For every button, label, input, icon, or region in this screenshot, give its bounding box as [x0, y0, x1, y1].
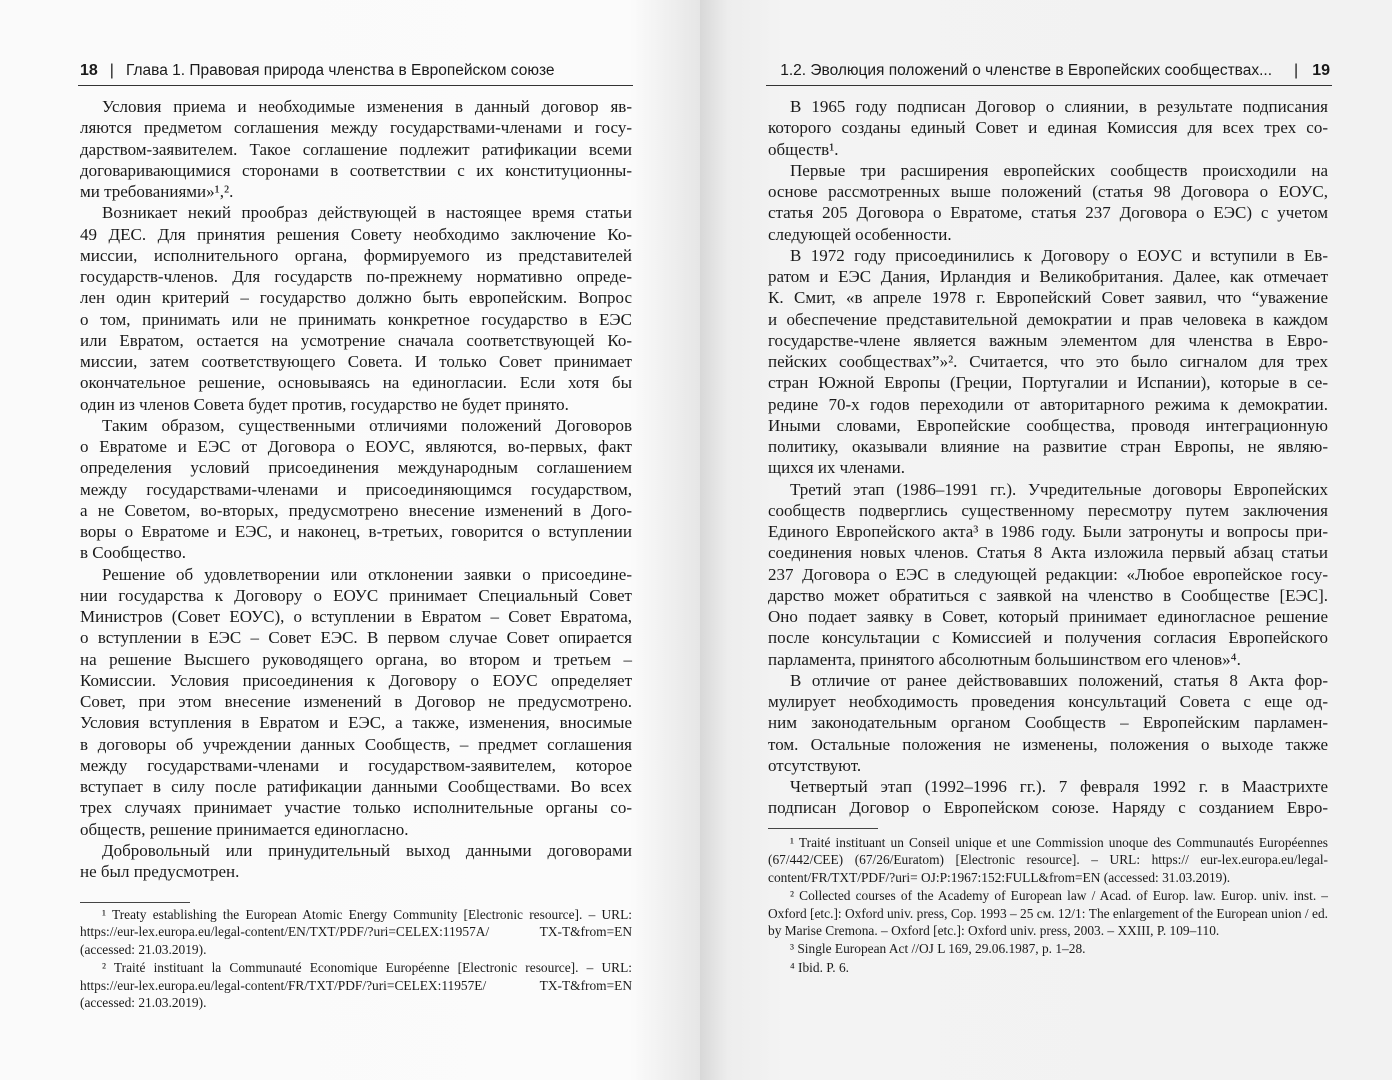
text-line: мулирует необходимость проведения консультаций Совета с еще од-: [768, 692, 1328, 711]
text-line: Комиссии. Условия присоединения к Договору о ЕОУС определяет: [80, 670, 632, 690]
text-line: ляются предметом соглашения между государствами-членами и госу-: [80, 118, 632, 138]
body-text: [80, 96, 632, 882]
text-line: В 1972 году присоединились к Договору о ЕОУС и вступили в Ев-: [790, 245, 1328, 265]
header-rule: [766, 85, 1332, 86]
text-line: о Евратоме и ЕЭС от Договора о ЕОУС, являются, во-первых, факт: [80, 437, 632, 456]
text-line: миссии, исполнительного органа, формируемого из представителей: [80, 245, 632, 265]
footnote: ² Traité instituant la Communauté Economique Européenne [Electronic resource]. – URL: https://eur-lex.europa.eu/legal-content/FR/TXT/PDF/?uri=CELEX:11957E/ TX-T&from=EN (accessed: 21.03.2019).: [80, 960, 632, 1011]
paragraph: [80, 564, 632, 840]
text-line: или Евратом, остается на усмотрение сначала соответствующей Ко-: [80, 330, 632, 350]
text-line: том. Остальные положения не изменены, положения о выходе также: [768, 734, 1328, 754]
text-line: между государствами-членами и государством-заявителем, которое: [80, 755, 632, 775]
text-line: отсутствуют.: [768, 755, 862, 775]
footnote: ¹ Traité instituant un Conseil unique et une Commission unoque des Communautés Européennes (67/442/CEE) (67/26/Euratom) [Electronic resource]. – URL: https:// eur-lex.europa.eu/legal-content/FR/TXT/PDF/?uri= OJ:P:1967:152:FULL&from=EN (accessed: 31.03.2019).: [768, 835, 1328, 885]
paragraph: [768, 670, 1328, 776]
text-line: государстве-члене является важным элементом для членства в Евро-: [768, 330, 1328, 350]
running-head-title: 1.2. Эволюция положений о членстве в Европейских сообществах...: [780, 62, 1273, 79]
text-line: соединения новых членов. Статья 8 Акта изложила первый абзац статьи: [768, 543, 1328, 563]
text-line: редине 70-х годов переходили от авторитарного режима к демократии.: [768, 394, 1328, 414]
text-line: Первые три расширения европейских сообществ происходили на: [790, 160, 1328, 180]
page-number: 18: [80, 62, 98, 79]
text-line: ратом и ЕЭС Дания, Ирландия и Великобритания. Далее, как отмечает: [768, 267, 1328, 286]
paragraph: [80, 415, 632, 564]
text-line: Условия приема и необходимые изменения в данный договор яв-: [102, 97, 632, 116]
header-rule: [78, 85, 633, 86]
text-line: щихся их членами.: [768, 458, 905, 478]
text-line: в договоры об учреждении данных Сообществ, – предмет соглашения: [80, 734, 632, 754]
text-line: миссии, затем соответствующего Совета. И только Совет принимает: [80, 352, 632, 371]
text-line: трех случаях принимает участие только исполнительные органы со-: [80, 798, 632, 818]
running-header: [780, 62, 1330, 80]
text-line: Иными словами, Европейские сообщества, проводя интеграционную: [768, 415, 1328, 435]
text-line: ним законодательным органом Сообществ – Европейским парламен-: [768, 713, 1328, 733]
body-text: [768, 96, 1328, 819]
paragraph: [768, 96, 1328, 160]
text-line: В 1965 году подписан Договор о слиянии, в результате подписания: [790, 97, 1328, 116]
text-line: Условия вступления в Евратом и ЕЭС, а также, изменения, вносимые: [80, 713, 632, 733]
paragraph: [80, 96, 632, 202]
text-line: подписан Договор о Европейском союзе. Наряду с созданием Евро-: [768, 798, 1328, 818]
text-line: государств-членов. Для государств по-прежнему нормативно опреде-: [80, 267, 632, 286]
text-line: 49 ДЕС. Для принятия решения Совету необходимо заключение Ко-: [80, 224, 632, 244]
text-line: Решение об удовлетворении или отклонении заявки о присоедине-: [102, 564, 632, 584]
text-line: следующей особенности.: [768, 224, 952, 244]
text-line: Совет, при этом внесение изменений в Договор не предусмотрено.: [80, 692, 632, 711]
paragraph: [768, 479, 1328, 670]
text-line: между государствами-членами и присоединяющимся государством,: [80, 479, 632, 499]
text-line: окончательное решение, основываясь на единогласии. Если хотя бы: [80, 373, 632, 393]
footnote-separator: [80, 902, 190, 903]
text-line: определения условий присоединения международным соглашением: [80, 458, 632, 478]
text-line: договаривающимися сторонами в соответствии с их конституционны-: [80, 160, 632, 180]
text-line: вступает в силу после ратификации данными Сообществами. Во всех: [80, 777, 632, 796]
paragraph: [80, 202, 632, 415]
text-line: воры о Евратоме и ЕЭС, и наконец, в-третьих, говорится о вступлении: [80, 522, 632, 541]
text-line: дарством-заявителем. Такое соглашение подлежит ратификации всеми: [80, 139, 632, 159]
header-separator: |: [109, 62, 114, 79]
text-line: Третий этап (1986–1991 гг.). Учредительные договоры Европейских: [790, 479, 1328, 499]
footnote-separator: [768, 828, 878, 829]
footnote: ² Collected courses of the Academy of European law / Acad. of Europ. law. Europ. univ. inst. – Oxford [etc.]: Oxford univ. press, Cop. 1993 – 25 см. 12/1: The enlargement of the European union / ed. by Marise Cremona. – Oxford [etc.]: Oxford univ. press, 2003. – XXIII, P. 109–110.: [768, 888, 1328, 939]
running-header: [80, 62, 555, 80]
text-line: основе рассмотренных выше положений (статья 98 Договора о ЕОУС,: [768, 182, 1328, 201]
paragraph: [768, 245, 1328, 479]
text-line: Оно подает заявку в Совет, который принимает единогласное решение: [768, 607, 1328, 626]
text-line: о вступлении в ЕЭС – Совет ЕЭС. В первом случае Совет опирается: [80, 628, 632, 648]
text-line: обществ¹.: [768, 139, 839, 159]
text-line: а не Советом, во-вторых, предусмотрено внесение изменений в Дого-: [80, 500, 632, 520]
footnote: ¹ Treaty establishing the European Atomic Energy Community [Electronic resource]. – URL: https://eur-lex.europa.eu/legal-content/EN/TXT/PDF/?uri=CELEX:11957A/ TX-T&from=EN (accessed: 21.03.2019).: [80, 907, 632, 957]
running-head-title: Глава 1. Правовая природа членства в Европейском союзе: [125, 62, 555, 79]
text-line: ми требованиями»¹,².: [80, 182, 234, 201]
footnotes: [768, 834, 1328, 977]
text-line: обществ, решение принимается единогласно.: [80, 819, 409, 839]
text-line: пейских сообществах”»². Считается, что это было сигналом для трех: [768, 352, 1328, 371]
text-line: в Сообщество.: [80, 543, 186, 563]
text-line: не был предусмотрен.: [80, 862, 240, 881]
text-line: один из членов Совета будет против, государство не будет принято.: [80, 394, 569, 414]
text-line: Министров (Совет ЕОУС), о вступлении в Евратом – Совет Евратома,: [80, 607, 632, 626]
text-line: В отличие от ранее действовавших положений, статья 8 Акта фор-: [790, 670, 1328, 690]
text-line: стран Южной Европы (Греции, Португалии и Испании), которые в се-: [768, 373, 1328, 393]
text-line: о том, принимать или не принимать конкретное государство в ЕЭС: [80, 309, 632, 329]
page-number: 19: [1312, 62, 1330, 79]
footnotes: [80, 906, 632, 1012]
text-line: лен один критерий – государство должно быть европейским. Вопрос: [80, 288, 632, 308]
text-line: политику, оказывали влияние на развитие стран Европы, не являю-: [768, 437, 1328, 456]
text-line: нии государства к Договору о ЕОУС принимает Специальный Совет: [80, 585, 632, 605]
footnote: ³ Single European Act //OJ L 169, 29.06.1987, p. 1–28.: [790, 941, 1086, 957]
text-line: Добровольный или принудительный выход данными договорами: [102, 840, 632, 860]
text-line: после консультации с Комиссией и получения согласия Европейского: [768, 628, 1328, 648]
header-separator: |: [1294, 62, 1299, 79]
text-line: 237 Договора о ЕЭС в следующей редакции: «Любое европейское госу-: [768, 564, 1328, 584]
text-line: К. Смит, «в апреле 1978 г. Европейский Совет заявил, что “уважение: [768, 288, 1328, 308]
text-line: на решение Высшего руководящего органа, во втором и третьем –: [80, 649, 632, 669]
text-line: дарство может обратиться с заявкой на членство в Сообществе [ЕЭС].: [768, 585, 1328, 605]
text-line: парламента, принятого абсолютным большинством его членов»⁴.: [768, 649, 1241, 669]
text-line: статья 205 Договора о Евратоме, статья 237 Договора о ЕЭС) с учетом: [768, 203, 1328, 223]
text-line: которого созданы единый Совет и единая Комиссия для всех трех со-: [768, 118, 1328, 138]
text-line: Возникает некий прообраз действующей в настоящее время статьи: [102, 203, 632, 223]
text-line: сообществ подверглись существенному пересмотру путем заключения: [768, 500, 1328, 520]
text-line: и обеспечение представительной демократии и прав человека в каждом: [768, 309, 1328, 329]
text-line: Четвертый этап (1992–1996 гг.). 7 февраля 1992 г. в Маастрихте: [790, 777, 1328, 796]
paragraph: [768, 776, 1328, 819]
text-line: Единого Европейского акта³ в 1986 году. Были затронуты и вопросы при-: [768, 522, 1328, 541]
paragraph: [80, 840, 632, 883]
footnote: ⁴ Ibid. P. 6.: [790, 959, 849, 975]
text-line: Таким образом, существенными отличиями положений Договоров: [102, 415, 632, 435]
right-page: [700, 0, 1392, 1080]
paragraph: [768, 160, 1328, 245]
